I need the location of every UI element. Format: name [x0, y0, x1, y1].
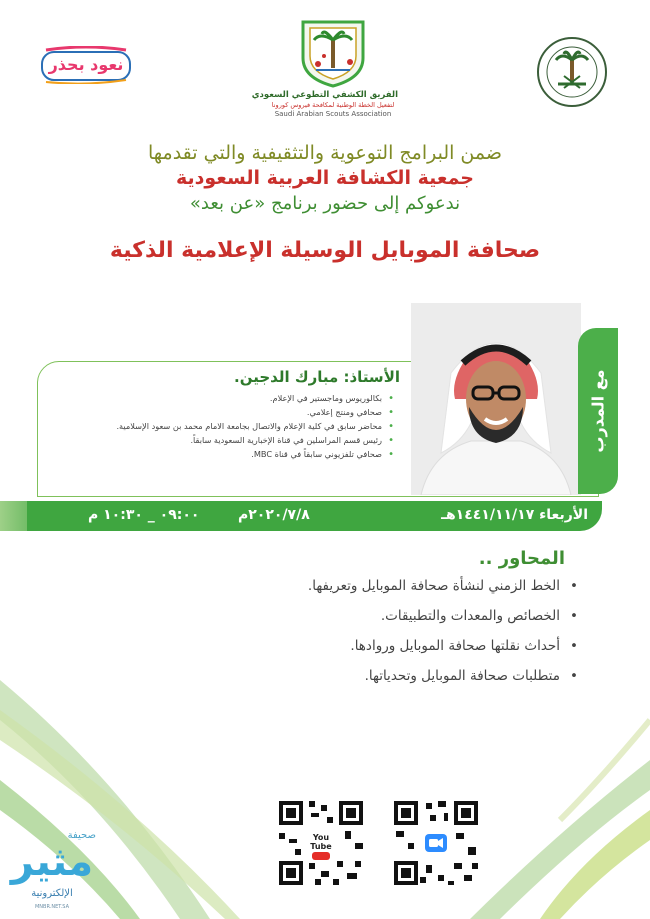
intro-line-1: ضمن البرامج التوعوية والتثقيفية والتي تقدمها	[147, 142, 503, 164]
date-gregorian: ٢٠٢٠/٧/٨م	[238, 507, 310, 523]
axes-title: المحاور ..	[478, 548, 565, 569]
date-hijri: الأربعاء ١٤٤١/١١/١٧هـ	[441, 507, 588, 523]
youtube-qr-code[interactable]	[275, 797, 367, 889]
campaign-badge-logo	[40, 46, 132, 84]
watermark-tiny: MNBR.NET.SA	[34, 904, 69, 910]
axis-item: • أحداث نقلتها صحافة الموبايل وروادها.	[158, 636, 578, 656]
intro-line-3: ندعوكم إلى حضور برنامج «عن بعد»	[189, 193, 461, 214]
program-title: صحافة الموبايل الوسيلة الإعلامية الذكية	[109, 238, 541, 263]
qualification-item: • محاضر سابق في كلية الإعلام والاتصال بجامعة الامام محمد بن سعود الإسلامية.	[48, 421, 394, 432]
youtube-label: You Tube	[310, 833, 332, 851]
trainer-tab	[578, 328, 618, 494]
qualification-item: • صحافي ومنتج إعلامي.	[48, 407, 394, 418]
campaign-badge-text: نعود بحذر	[48, 55, 124, 74]
axis-item: • الخط الزمني لنشأة صحافة الموبايل وتعريفها.	[158, 576, 578, 596]
center-logo-subtitle: لتفعيل الخطة الوطنية لمكافحة فيروس كورونا	[271, 101, 395, 109]
scouts-team-logo	[251, 18, 398, 120]
center-logo-title: الفريق الكشفي التطوعي السعودي	[251, 90, 398, 100]
zoom-qr-code[interactable]	[390, 797, 482, 889]
qualification-item: • رئيس قسم المراسلين في قناة الإخبارية السعودية سابقاً.	[48, 435, 394, 446]
watermark-big: مثير	[10, 839, 94, 885]
association-seal-logo	[536, 36, 608, 108]
watermark-small: صحيفة	[67, 830, 96, 841]
intro-line-2: جمعية الكشافة العربية السعودية	[175, 167, 475, 189]
qualification-item: • صحافي تلفزيوني سابقاً في قناة MBC.	[48, 449, 394, 460]
trainer-photo	[411, 303, 581, 495]
event-time: ٠٩:٠٠ _ ١٠:٣٠ م	[88, 507, 200, 523]
trainer-tab-label: مع المدرب	[588, 369, 608, 453]
center-logo-english: Saudi Arabian Scouts Association	[274, 110, 392, 118]
axis-item: • الخصائص والمعدات والتطبيقات.	[158, 606, 578, 626]
zoom-camera-icon	[425, 834, 447, 852]
qualification-item: • بكالوريوس وماجستير في الإعلام.	[48, 393, 394, 404]
youtube-icon	[308, 833, 334, 853]
axis-item: • متطلبات صحافة الموبايل وتحدياتها.	[158, 666, 578, 686]
watermark-sub: الإلكترونية	[31, 888, 73, 899]
publisher-watermark	[4, 830, 100, 916]
trainer-qualifications	[48, 393, 394, 463]
trainer-name: الأستاذ: مبارك الدجين.	[234, 368, 400, 386]
